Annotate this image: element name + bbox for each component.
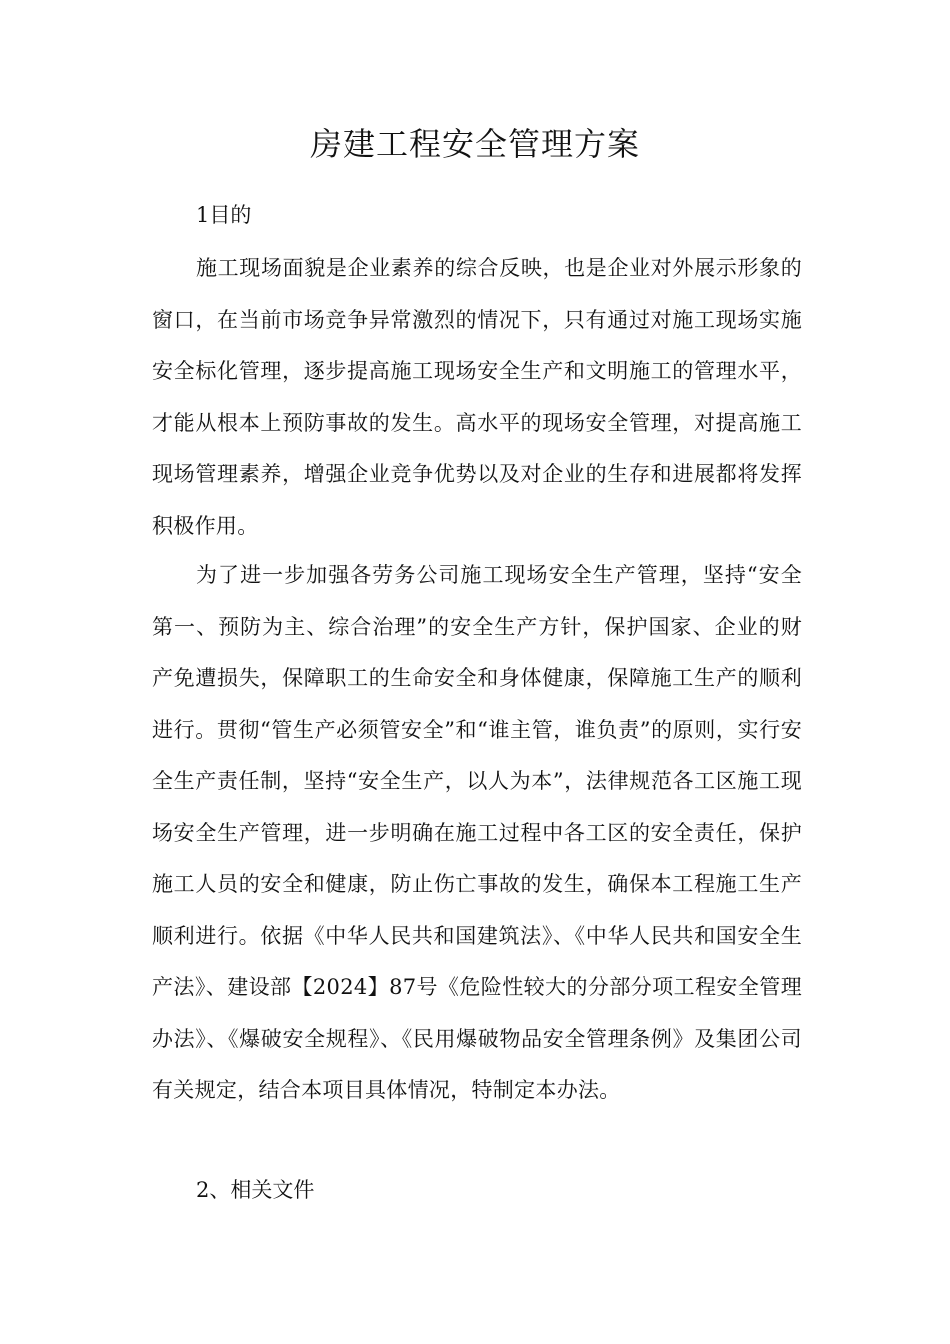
section-1-heading: 1目的 xyxy=(196,203,252,227)
document-title: 房建工程安全管理方案 xyxy=(309,125,640,163)
paragraph-2: 为了进一步加强各劳务公司施工现场安全生产管理，坚持“安全第一、预防为主、综合治理”的安全生产方针，保护国家、企业的财产免遭损失，保障职工的生命安全和身体健康，保障施工生产的顺利进行。贯彻“管生产必须管安全”和“谁主管，谁负责”的原则，实行安全生产责任制，坚持“安全生产，以人为本”，法律规范各工区施工现场安全生产管理，进一步明确在施工过程中各工区的安全责任，保护施工人员的安全和健康，防止伤亡事故的发生，确保本工程施工生产顺利进行。依据《中华人民共和国建筑法》、《中华人民共和国安全生产法》、建设部【2024】87号《危险性较大的分部分项工程安全管理办法》、《爆破安全规程》、《民用爆破物品安全管理条例》及集团公司有关规定，结合本项目具体情况，特制定本办法。 xyxy=(152,563,802,1102)
paragraph-1: 施工现场面貌是企业素养的综合反映，也是企业对外展示形象的窗口，在当前市场竞争异常激烈的情况下，只有通过对施工现场实施安全标化管理，逐步提高施工现场安全生产和文明施工的管理水平，才能从根本上预防事故的发生。高水平的现场安全管理，对提高施工现场管理素养，增强企业竞争优势以及对企业的生存和进展都将发挥积极作用。 xyxy=(152,256,802,538)
section-2-heading: 2、相关文件 xyxy=(196,1178,315,1202)
